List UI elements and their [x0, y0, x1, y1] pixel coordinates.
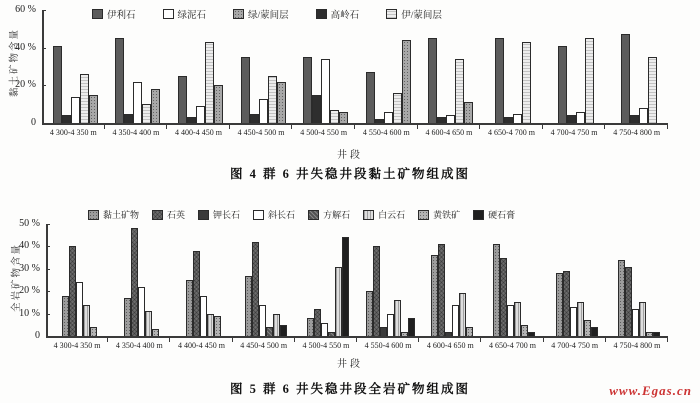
- bar-group: [608, 260, 670, 336]
- x-tick-label: 4 650-4 700 m: [488, 128, 535, 137]
- legend-label: 方解石: [323, 210, 351, 220]
- legend-item: [163, 7, 207, 21]
- bar-硬石膏: [280, 325, 287, 336]
- bar-伊利石: [558, 46, 567, 123]
- y-axis-tick: [42, 85, 46, 86]
- legend-item: [308, 208, 350, 221]
- legend-label: 绿泥石: [177, 11, 207, 21]
- legend-item: [363, 208, 405, 221]
- bar-黏土矿物: [124, 298, 131, 336]
- bar-伊利石: [303, 57, 312, 123]
- y-axis-tick: [46, 269, 50, 270]
- y-tick-label: 20 %: [15, 79, 36, 91]
- legend-item: [316, 7, 360, 21]
- x-axis-tick: [667, 338, 668, 342]
- bar-绿泥石: [321, 59, 330, 123]
- fig4-caption: 图 4 群 6 井失稳井段黏土矿物组成图: [229, 167, 470, 181]
- bar-伊/蒙间层: [80, 74, 89, 123]
- watermark: www.Egas.cn: [609, 383, 692, 398]
- bar-group: [48, 246, 110, 336]
- legend-swatch-icon: [163, 9, 174, 19]
- bar-斜长石: [200, 296, 207, 336]
- bar-斜长石: [507, 305, 514, 336]
- bar-白云石: [577, 302, 584, 336]
- bar-石英: [131, 228, 138, 336]
- bar-伊利石: [428, 38, 437, 123]
- legend-item: [198, 208, 240, 221]
- bar-伊利石: [53, 46, 62, 123]
- bar-高岭石: [312, 95, 321, 123]
- bar-斜长石: [138, 287, 145, 336]
- bar-绿/蒙间层: [151, 89, 160, 123]
- bar-绿泥石: [196, 106, 205, 123]
- legend-label: 伊利石: [107, 11, 136, 21]
- bar-高岭石: [62, 115, 71, 123]
- bar-绿泥石: [639, 108, 648, 123]
- x-tick-label: 4 500-4 550 m: [302, 341, 350, 350]
- fig4-y-axis-label: 黏土矿物含量: [10, 27, 20, 97]
- bar-绿/蒙间层: [277, 82, 286, 123]
- bar-绿泥石: [446, 115, 455, 123]
- bar-方解石: [266, 327, 273, 336]
- x-tick-label: 4 500-4 550 m: [300, 128, 348, 137]
- bar-group: [44, 46, 107, 123]
- legend-swatch-icon: [92, 9, 103, 19]
- bar-钾长石: [380, 327, 387, 336]
- bar-group: [359, 246, 421, 336]
- bar-黏土矿物: [556, 273, 563, 336]
- bar-group: [297, 237, 359, 336]
- bar-黏土矿物: [62, 296, 69, 336]
- fig5-y-axis-label: 全岩矿物含量: [12, 242, 22, 312]
- x-tick-label: 4 450-4 500 m: [237, 128, 285, 137]
- bar-石英: [69, 246, 76, 336]
- x-tick-label: 4 700-4 750 m: [550, 128, 598, 137]
- bar-斜长石: [570, 307, 577, 336]
- bar-高岭石: [630, 115, 639, 123]
- bar-黄铁矿: [521, 325, 528, 336]
- legend-item: [473, 208, 515, 221]
- bar-白云石: [83, 305, 90, 336]
- bar-绿泥石: [513, 114, 522, 123]
- bar-石英: [500, 258, 507, 336]
- legend-label: 绿/蒙间层: [248, 11, 289, 21]
- x-tick-label: 4 550-4 600 m: [364, 341, 412, 350]
- fig5-x-axis-label: 井段: [337, 359, 363, 370]
- bar-方解石: [328, 332, 335, 336]
- bar-斜长石: [387, 314, 394, 336]
- legend-swatch-icon: [418, 210, 429, 220]
- bar-伊/蒙间层: [455, 59, 464, 123]
- fig4-plot-area: [42, 10, 668, 125]
- legend-label: 石英: [167, 210, 186, 220]
- bar-高岭石: [250, 114, 259, 123]
- bar-伊利石: [621, 34, 630, 123]
- bar-group: [607, 34, 670, 123]
- bar-绿泥石: [576, 112, 585, 123]
- bar-黄铁矿: [401, 332, 408, 336]
- bar-group: [483, 244, 545, 336]
- legend-label: 黏土矿物: [103, 210, 140, 220]
- x-axis-tick: [667, 125, 668, 129]
- y-tick-label: 60 %: [15, 4, 36, 15]
- y-axis-tick: [46, 224, 50, 225]
- bar-高岭石: [375, 119, 384, 123]
- y-tick-label: 30 %: [19, 262, 40, 274]
- bar-高岭石: [504, 117, 513, 123]
- x-tick-label: 4 600-4 650 m: [426, 341, 474, 350]
- bar-高岭石: [124, 114, 133, 123]
- bar-黏土矿物: [307, 318, 314, 336]
- x-tick-label: 4 450-4 500 m: [240, 341, 288, 350]
- legend-swatch-icon: [198, 210, 209, 220]
- bar-白云石: [639, 302, 646, 336]
- bar-绿/蒙间层: [402, 40, 411, 123]
- bar-伊/蒙间层: [268, 76, 277, 123]
- bar-伊/蒙间层: [585, 38, 594, 123]
- bar-石英: [314, 309, 321, 336]
- bar-黏土矿物: [245, 276, 252, 336]
- x-tick-label: 4 750-4 800 m: [613, 341, 661, 350]
- bar-绿/蒙间层: [214, 85, 223, 123]
- bar-group: [232, 57, 295, 123]
- legend-swatch-icon: [88, 210, 99, 220]
- bar-伊利石: [115, 38, 124, 123]
- x-tick-label: 4 400-4 450 m: [175, 128, 222, 137]
- legend-item: [152, 208, 185, 221]
- bar-伊利石: [366, 72, 375, 123]
- legend-label: 硬石膏: [488, 210, 516, 220]
- legend-label: 钾长石: [213, 210, 241, 220]
- bar-斜长石: [76, 282, 83, 336]
- bar-石英: [438, 244, 445, 336]
- bar-硬石膏: [408, 318, 415, 336]
- bar-黏土矿物: [431, 255, 438, 336]
- legend-item: [253, 208, 295, 221]
- bar-钾长石: [445, 332, 452, 336]
- bar-group: [235, 242, 297, 336]
- bar-group: [420, 38, 483, 123]
- x-tick-label: 4 700-4 750 m: [551, 341, 599, 350]
- bar-石英: [252, 242, 259, 336]
- y-axis-tick: [42, 10, 46, 11]
- bar-伊/蒙间层: [522, 42, 531, 123]
- bar-黄铁矿: [646, 332, 653, 336]
- x-tick-label: 4 750-4 800 m: [613, 128, 661, 137]
- bar-伊/蒙间层: [205, 42, 214, 123]
- y-tick-label: 0: [35, 330, 40, 341]
- y-axis-tick: [46, 291, 50, 292]
- bar-group: [546, 271, 608, 336]
- x-tick-label: 4 350-4 400 m: [112, 128, 160, 137]
- legend-swatch-icon: [253, 210, 264, 220]
- bar-伊/蒙间层: [142, 104, 151, 123]
- bar-group: [421, 244, 483, 336]
- bar-石英: [625, 267, 632, 336]
- bar-黏土矿物: [618, 260, 625, 336]
- bar-group: [169, 42, 232, 123]
- bar-高岭石: [567, 115, 576, 123]
- y-axis-tick: [42, 48, 46, 49]
- bar-硬石膏: [342, 237, 349, 336]
- bar-伊/蒙间层: [330, 110, 339, 123]
- bar-黄铁矿: [584, 320, 591, 336]
- legend-label: 白云石: [378, 210, 406, 220]
- bar-斜长石: [632, 309, 639, 336]
- bar-石英: [373, 246, 380, 336]
- bar-伊利石: [241, 57, 250, 123]
- bar-硬石膏: [528, 332, 535, 336]
- bar-绿泥石: [259, 99, 268, 123]
- y-axis-tick: [46, 246, 50, 247]
- bar-黏土矿物: [186, 280, 193, 336]
- legend-label: 斜长石: [268, 210, 296, 220]
- x-tick-label: 4 600-4 650 m: [425, 128, 473, 137]
- bar-group: [110, 228, 172, 336]
- bar-group: [545, 38, 608, 123]
- bar-黏土矿物: [366, 291, 373, 336]
- bar-group: [172, 251, 234, 336]
- bar-石英: [193, 251, 200, 336]
- bar-绿/蒙间层: [339, 112, 348, 123]
- legend-label: 伊/蒙间层: [401, 11, 442, 21]
- bar-高岭石: [187, 117, 196, 123]
- bar-白云石: [459, 293, 466, 336]
- bar-白云石: [335, 267, 342, 336]
- legend-item: [233, 7, 289, 21]
- bar-伊利石: [178, 76, 187, 123]
- bar-group: [107, 38, 170, 123]
- bar-group: [482, 38, 545, 123]
- y-axis-tick: [46, 314, 50, 315]
- bar-伊/蒙间层: [393, 93, 402, 123]
- legend-swatch-icon: [308, 210, 319, 220]
- bar-硬石膏: [653, 332, 660, 336]
- bar-白云石: [514, 302, 521, 336]
- y-tick-label: 0: [31, 117, 36, 128]
- bar-高岭石: [437, 117, 446, 123]
- bar-绿泥石: [71, 97, 80, 123]
- legend-label: 高岭石: [330, 11, 360, 21]
- x-tick-label: 4 550-4 600 m: [362, 128, 410, 137]
- fig5-caption: 图 5 群 6 井失稳井段全岩矿物组成图: [229, 382, 470, 396]
- bar-黄铁矿: [152, 329, 159, 336]
- x-tick-label: 4 650-4 700 m: [489, 341, 536, 350]
- fig5-legend: [88, 208, 515, 221]
- bar-group: [357, 40, 420, 123]
- y-tick-label: 10 %: [19, 307, 40, 319]
- x-tick-label: 4 300-4 350 m: [49, 128, 97, 137]
- bar-group: [294, 57, 357, 123]
- bar-伊利石: [495, 38, 504, 123]
- y-tick-label: 40 %: [19, 240, 40, 252]
- bar-绿/蒙间层: [89, 95, 98, 123]
- bar-绿泥石: [133, 82, 142, 123]
- legend-item: [92, 7, 136, 21]
- legend-swatch-icon: [316, 9, 327, 19]
- bar-白云石: [273, 314, 280, 336]
- x-tick-label: 4 400-4 450 m: [178, 341, 225, 350]
- x-tick-label: 4 300-4 350 m: [53, 341, 101, 350]
- bar-斜长石: [452, 305, 459, 336]
- legend-item: [386, 7, 442, 21]
- legend-swatch-icon: [363, 210, 374, 220]
- bar-白云石: [394, 300, 401, 336]
- bar-黄铁矿: [214, 316, 221, 336]
- bar-白云石: [145, 311, 152, 336]
- bar-伊/蒙间层: [648, 57, 657, 123]
- y-tick-label: 50 %: [19, 218, 40, 229]
- y-tick-label: 20 %: [19, 285, 40, 297]
- legend-item: [418, 208, 460, 221]
- legend-swatch-icon: [386, 9, 397, 19]
- x-tick-label: 4 350-4 400 m: [115, 341, 163, 350]
- bar-斜长石: [321, 323, 328, 336]
- bar-黄铁矿: [90, 327, 97, 336]
- bar-斜长石: [259, 305, 266, 336]
- bar-石英: [563, 271, 570, 336]
- fig4-x-axis-label: 井段: [337, 150, 363, 161]
- legend-item: [88, 208, 139, 221]
- bar-绿/蒙间层: [464, 102, 473, 123]
- bar-黄铁矿: [466, 327, 473, 336]
- legend-swatch-icon: [233, 9, 244, 19]
- bar-黏土矿物: [493, 244, 500, 336]
- fig5-plot-area: [46, 224, 668, 338]
- legend-swatch-icon: [473, 210, 484, 220]
- legend-swatch-icon: [152, 210, 163, 220]
- bar-白云石: [207, 314, 214, 336]
- bar-绿泥石: [384, 112, 393, 123]
- fig4-legend: [92, 7, 442, 21]
- bar-硬石膏: [591, 327, 598, 336]
- legend-label: 黄铁矿: [433, 210, 461, 220]
- y-tick-label: 40 %: [15, 41, 36, 53]
